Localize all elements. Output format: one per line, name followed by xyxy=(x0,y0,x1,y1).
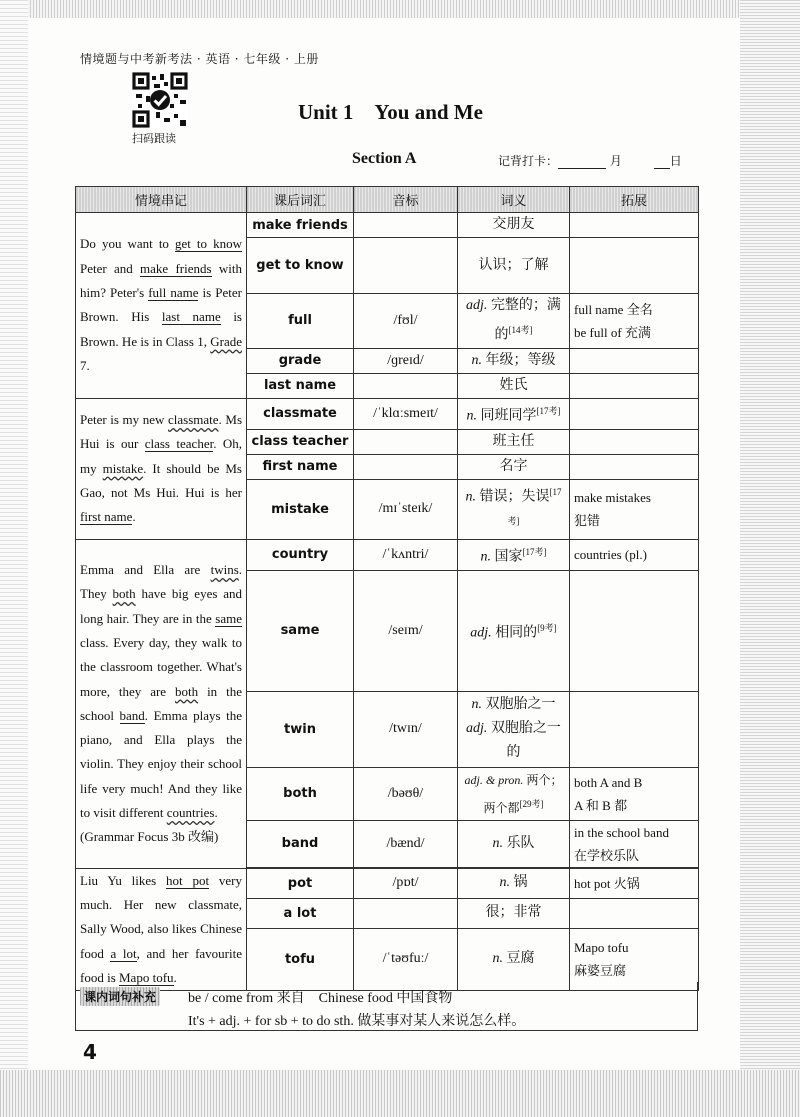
word-cell: mistake xyxy=(247,479,354,539)
vocab-table xyxy=(75,186,699,991)
meaning-cell: 很；非常 xyxy=(458,898,570,928)
word-cell: a lot xyxy=(247,898,354,928)
extension-cell: countries (pl.) xyxy=(570,539,699,570)
meaning-cell: n. 同班同学[17考] xyxy=(458,398,570,429)
book-series-title: 情境题与中考新考法 · 英语 · 七年级 · 上册 xyxy=(80,52,319,66)
extension-cell xyxy=(570,373,699,398)
context-story-1: Do you want to get to know Peter and make friends with him? Peter's full name is Peter Brown. His last name is Brown. He is in Class 1, Grade 7. xyxy=(76,213,247,399)
qr-code-icon[interactable] xyxy=(132,72,188,128)
context-story-2: Peter is my new classmate. Ms Hui is our class teacher. Oh, my mistake. It should be Ms Gao, not Ms Hui. Hui is her first name. xyxy=(76,398,247,539)
phonetic-cell: /seɪm/ xyxy=(354,570,458,691)
extension-cell xyxy=(570,429,699,454)
extension-cell: Mapo tofu 麻婆豆腐 xyxy=(570,928,699,990)
supplement-line-1: be / come from 来自 Chinese food 中国食物 xyxy=(188,991,453,1006)
phonetic-cell: /mɪˈsteɪk/ xyxy=(354,479,458,539)
phonetic-cell xyxy=(354,238,458,294)
unit-title: Unit 1 You and Me xyxy=(298,100,483,124)
phonetic-cell: /twɪn/ xyxy=(354,691,458,767)
table-row xyxy=(76,398,699,429)
extension-cell xyxy=(570,398,699,429)
extension-cell xyxy=(570,570,699,691)
extension-cell: hot pot 火锅 xyxy=(570,868,699,898)
table-row xyxy=(76,539,699,570)
meaning-cell: n. 年级；等级 xyxy=(458,348,570,373)
word-cell: twin xyxy=(247,691,354,767)
word-cell: both xyxy=(247,767,354,820)
word-cell: full xyxy=(247,294,354,349)
phonetic-cell xyxy=(354,373,458,398)
supplement-box xyxy=(75,982,698,1031)
phonetic-cell xyxy=(354,454,458,479)
extension-cell: make mistakes 犯错 xyxy=(570,479,699,539)
day-label: 日 xyxy=(669,154,682,168)
extension-cell xyxy=(570,454,699,479)
extension-cell: full name 全名 be full of 充满 xyxy=(570,294,699,349)
col-header-extension: 拓展 xyxy=(570,187,699,213)
extension-cell xyxy=(570,213,699,238)
meaning-cell: 姓氏 xyxy=(458,373,570,398)
scan-edge-right xyxy=(740,0,800,1117)
phonetic-cell: /pɒt/ xyxy=(354,868,458,898)
extension-cell xyxy=(570,691,699,767)
meaning-cell: adj. 完整的；满的[14考] xyxy=(458,294,570,349)
supplement-tag: 课内词句补充 xyxy=(80,987,160,1006)
word-cell: last name xyxy=(247,373,354,398)
word-cell: class teacher xyxy=(247,429,354,454)
meaning-cell: 交朋友 xyxy=(458,213,570,238)
word-cell: tofu xyxy=(247,928,354,990)
phonetic-cell: /ˈtəʊfuː/ xyxy=(354,928,458,990)
meaning-cell: adj. 相同的[9考] xyxy=(458,570,570,691)
word-cell: band xyxy=(247,820,354,867)
scan-edge-bottom xyxy=(0,1070,800,1117)
extension-cell xyxy=(570,898,699,928)
meaning-cell: n. 错误；失误[17考] xyxy=(458,479,570,539)
col-header-phonetic: 音标 xyxy=(354,187,458,213)
word-cell: country xyxy=(247,539,354,570)
col-header-context: 情境串记 xyxy=(76,187,247,213)
meaning-cell: n. 乐队 xyxy=(458,820,570,867)
meaning-cell: 班主任 xyxy=(458,429,570,454)
word-cell: make friends xyxy=(247,213,354,238)
table-row xyxy=(76,868,699,898)
table-header-row xyxy=(76,187,699,213)
extension-cell xyxy=(570,348,699,373)
page-number: 4 xyxy=(83,1040,97,1064)
word-cell: pot xyxy=(247,868,354,898)
word-cell: get to know xyxy=(247,238,354,294)
extension-cell: both A and B A 和 B 都 xyxy=(570,767,699,820)
meaning-cell: n. 豆腐 xyxy=(458,928,570,990)
scan-edge-left xyxy=(0,0,28,1117)
meaning-cell: 名字 xyxy=(458,454,570,479)
month-label: 月 xyxy=(609,154,622,168)
checkin-line xyxy=(498,152,682,169)
qr-label: 扫码跟读 xyxy=(132,132,176,145)
phonetic-cell: /ˈklɑːsmeɪt/ xyxy=(354,398,458,429)
word-cell: same xyxy=(247,570,354,691)
extension-cell: in the school band 在学校乐队 xyxy=(570,820,699,867)
section-title: Section A xyxy=(352,150,417,167)
phonetic-cell xyxy=(354,213,458,238)
phonetic-cell: /bəʊθ/ xyxy=(354,767,458,820)
context-story-4: Liu Yu likes hot pot very much. Her new classmate, Sally Wood, also likes Chinese food a lot, and her favourite food is Mapo tofu. xyxy=(76,868,247,990)
phonetic-cell xyxy=(354,429,458,454)
word-cell: first name xyxy=(247,454,354,479)
phonetic-cell xyxy=(354,898,458,928)
phonetic-cell: /bænd/ xyxy=(354,820,458,867)
phonetic-cell: /ˈkʌntri/ xyxy=(354,539,458,570)
col-header-word: 课后词汇 xyxy=(247,187,354,213)
table-row xyxy=(76,213,699,238)
phonetic-cell: /fʊl/ xyxy=(354,294,458,349)
meaning-cell: n. 锅 xyxy=(458,868,570,898)
phonetic-cell: /ɡreɪd/ xyxy=(354,348,458,373)
context-story-3: Emma and Ella are twins. They both have big eyes and long hair. They are in the same class. Every day, they walk to the classroom together. What's more, they are both in the school band. Emma plays the piano, and Ella plays the violin. They enjoy their school life very much! And they like to visit different countries. (Grammar Focus 3b 改编) xyxy=(76,539,247,868)
day-blank[interactable] xyxy=(654,156,670,169)
scan-edge-top xyxy=(0,0,800,18)
word-cell: classmate xyxy=(247,398,354,429)
meaning-cell: n. 国家[17考] xyxy=(458,539,570,570)
meaning-cell: adj. & pron. 两个；两个都[29考] xyxy=(458,767,570,820)
meaning-cell: n. 双胞胎之一 adj. 双胞胎之一的 xyxy=(458,691,570,767)
meaning-cell: 认识；了解 xyxy=(458,238,570,294)
supplement-line-2: It's + adj. + for sb + to do sth. 做某事对某人来说怎么样。 xyxy=(188,1014,526,1029)
col-header-meaning: 词义 xyxy=(458,187,570,213)
word-cell: grade xyxy=(247,348,354,373)
extension-cell xyxy=(570,238,699,294)
month-blank[interactable] xyxy=(558,156,606,169)
checkin-label: 记背打卡： xyxy=(498,154,559,168)
